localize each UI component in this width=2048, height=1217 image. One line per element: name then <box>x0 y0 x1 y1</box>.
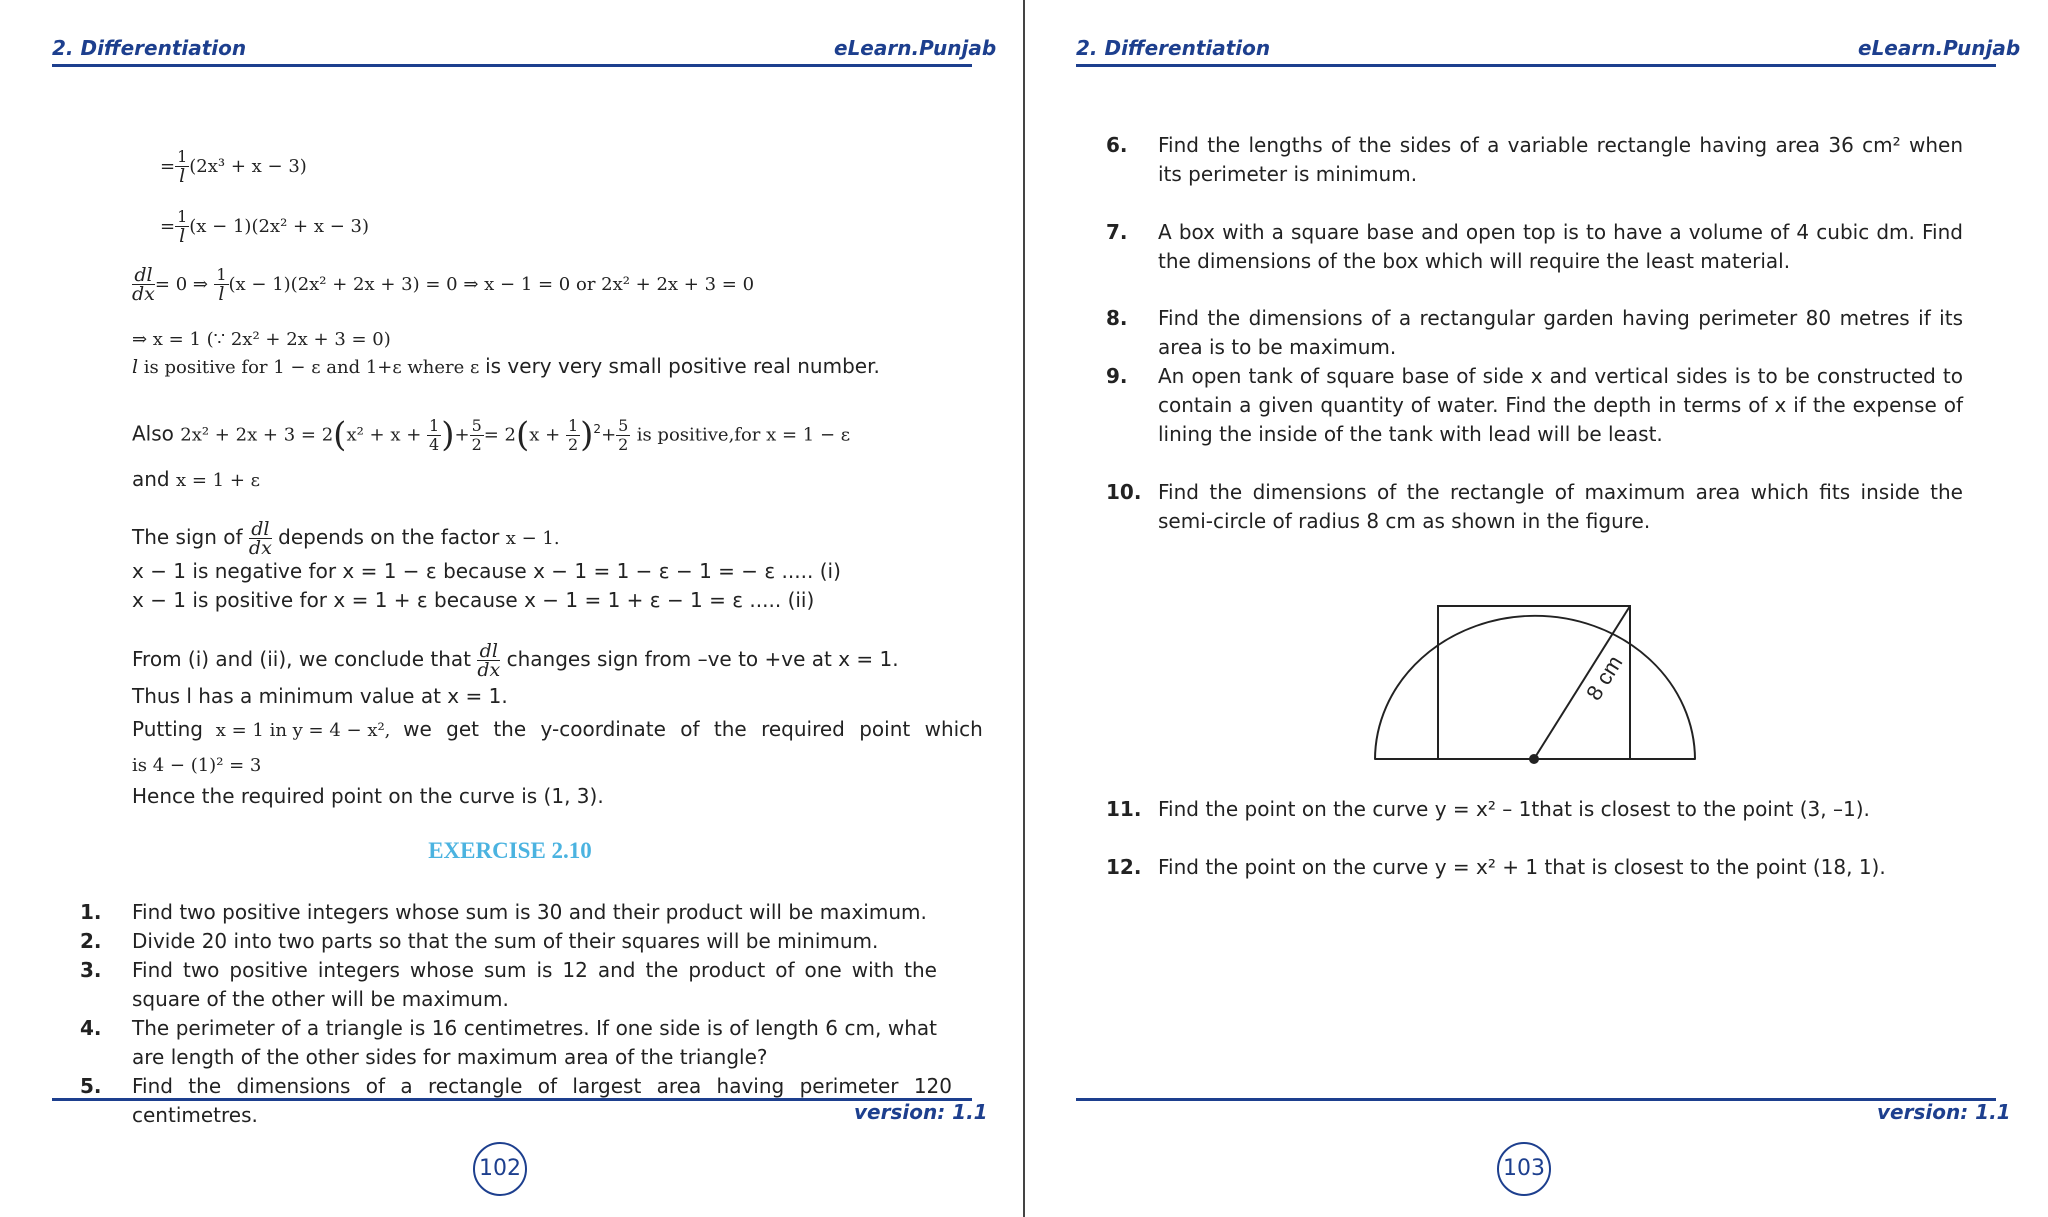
question-number: 7. <box>1106 220 1128 244</box>
sign-line: The sign of $\frac{dl}{dx}$ depends on the factor x − 1. <box>132 518 560 559</box>
header-rule <box>1076 64 1996 67</box>
is-line: is 4 − (1)² = 3 <box>132 755 262 776</box>
question-number: 2. <box>80 929 102 953</box>
question-text: Find the lengths of the sides of a variable rectangle having area 36 cm² when its perimeter is minimum. <box>1158 133 1963 186</box>
question-text: Find two positive integers whose sum is 30 and their product will be maximum. <box>132 900 927 924</box>
version-label: version: 1.1 <box>1877 1100 2011 1124</box>
math-line-2: = $\frac{1}{l}$ (x − 1)(2x² + x − 3) <box>160 207 369 247</box>
thus-line: Thus l has a minimum value at x = 1. <box>132 684 508 708</box>
semicircle-figure <box>1370 560 1700 770</box>
question-text: Find the dimensions of the rectangle of maximum area which fits inside the semi-circle of radius 8 cm as shown in the figure. <box>1158 480 1963 533</box>
question-text: Find the point on the curve y = x² – 1that is closest to the point (3, –1). <box>1158 797 1870 821</box>
question-text: Divide 20 into two parts so that the sum of their squares will be minimum. <box>132 929 879 953</box>
question-text: Find the point on the curve y = x² + 1 that is closest to the point (18, 1). <box>1158 855 1886 879</box>
question-number: 9. <box>1106 364 1128 388</box>
page-number: 102 <box>473 1142 527 1196</box>
exercise-title: EXERCISE 2.10 <box>428 838 592 863</box>
question-number: 1. <box>80 900 102 924</box>
math-line-5: l is positive for 1 − ε and 1+ε where ε is very very small positive real number. <box>132 354 880 378</box>
footer-rule <box>1076 1098 1996 1101</box>
question-number: 3. <box>80 958 102 982</box>
question-number: 4. <box>80 1016 102 1040</box>
and-line: and x = 1 + ε <box>132 467 260 491</box>
negative-line: x − 1 is negative for x = 1 − ε because x − 1 = 1 − ε − 1 = − ε ..... (i) <box>132 559 841 583</box>
also-line: Also 2x² + 2x + 3 = 2(x² + x + $\frac{1}{4}$ )+ $\frac{5}{2}$ = 2(x + $\frac{1}{2}$ )$^2$+ $\frac{5}{2}$ is positive,for x = 1 − ε <box>132 415 851 456</box>
version-label: version: 1.1 <box>854 1100 988 1124</box>
footer-rule <box>52 1098 972 1101</box>
question-text: A box with a square base and open top is to have a volume of 4 cubic dm. Find the dimensions of the box which will require the least material. <box>1158 220 1963 273</box>
page-number: 103 <box>1497 1142 1551 1196</box>
hence-line: Hence the required point on the curve is (1, 3). <box>132 784 604 808</box>
question-number: 12. <box>1106 855 1142 879</box>
question-number: 11. <box>1106 797 1142 821</box>
radius-label: 8 cm <box>1581 650 1628 705</box>
question-text: The perimeter of a triangle is 16 centimetres. If one side is of length 6 cm, what are length of the other sides for maximum area of the triangle? <box>132 1016 937 1069</box>
question-text: Find the dimensions of a rectangular garden having perimeter 80 metres if its area is to be maximum. <box>1158 306 1963 359</box>
math-line-4: ⇒ x = 1 (∵ 2x² + 2x + 3 = 0) <box>132 329 391 350</box>
math-line-3: $\frac{dl}{dx}$ = 0 ⇒ $\frac{1}{l}$ (x − 1)(2x² + 2x + 3) = 0 ⇒ x − 1 = 0 or 2x² + 2x + 3 = 0 <box>132 264 755 305</box>
question-number: 6. <box>1106 133 1128 157</box>
question-number: 10. <box>1106 480 1142 504</box>
question-text: Find two positive integers whose sum is 12 and the product of one with the square of the other will be maximum. <box>132 958 937 1011</box>
positive-line: x − 1 is positive for x = 1 + ε because x − 1 = 1 + ε − 1 = ε ..... (ii) <box>132 588 815 612</box>
semicircle-arc <box>1375 616 1695 760</box>
right-page <box>1025 0 2048 1217</box>
question-text: Find the dimensions of a rectangle of largest area having perimeter 120 centimetres. <box>132 1074 952 1127</box>
brand-header: eLearn.Punjab <box>1858 36 2021 60</box>
header-rule <box>52 64 972 67</box>
chapter-header: 2. Differentiation <box>1076 36 1271 60</box>
question-text: An open tank of square base of side x and vertical sides is to be constructed to contain a given quantity of water. Find the depth in terms of x if the expense of lining the inside of the tank with lead will be least. <box>1158 364 1963 446</box>
question-number: 8. <box>1106 306 1128 330</box>
center-point <box>1529 754 1539 764</box>
question-number: 5. <box>80 1074 102 1098</box>
chapter-header: 2. Differentiation <box>52 36 247 60</box>
brand-header: eLearn.Punjab <box>834 36 997 60</box>
conclude-line: From (i) and (ii), we conclude that $\frac{dl}{dx}$ changes sign from –ve to +ve at x = 1. <box>132 640 899 681</box>
putting-line: Putting x = 1 in y = 4 − x², we get the y-coordinate of the required point which <box>132 717 983 741</box>
math-line-1: = $\frac{1}{l}$ (2x³ + x − 3) <box>160 147 307 187</box>
